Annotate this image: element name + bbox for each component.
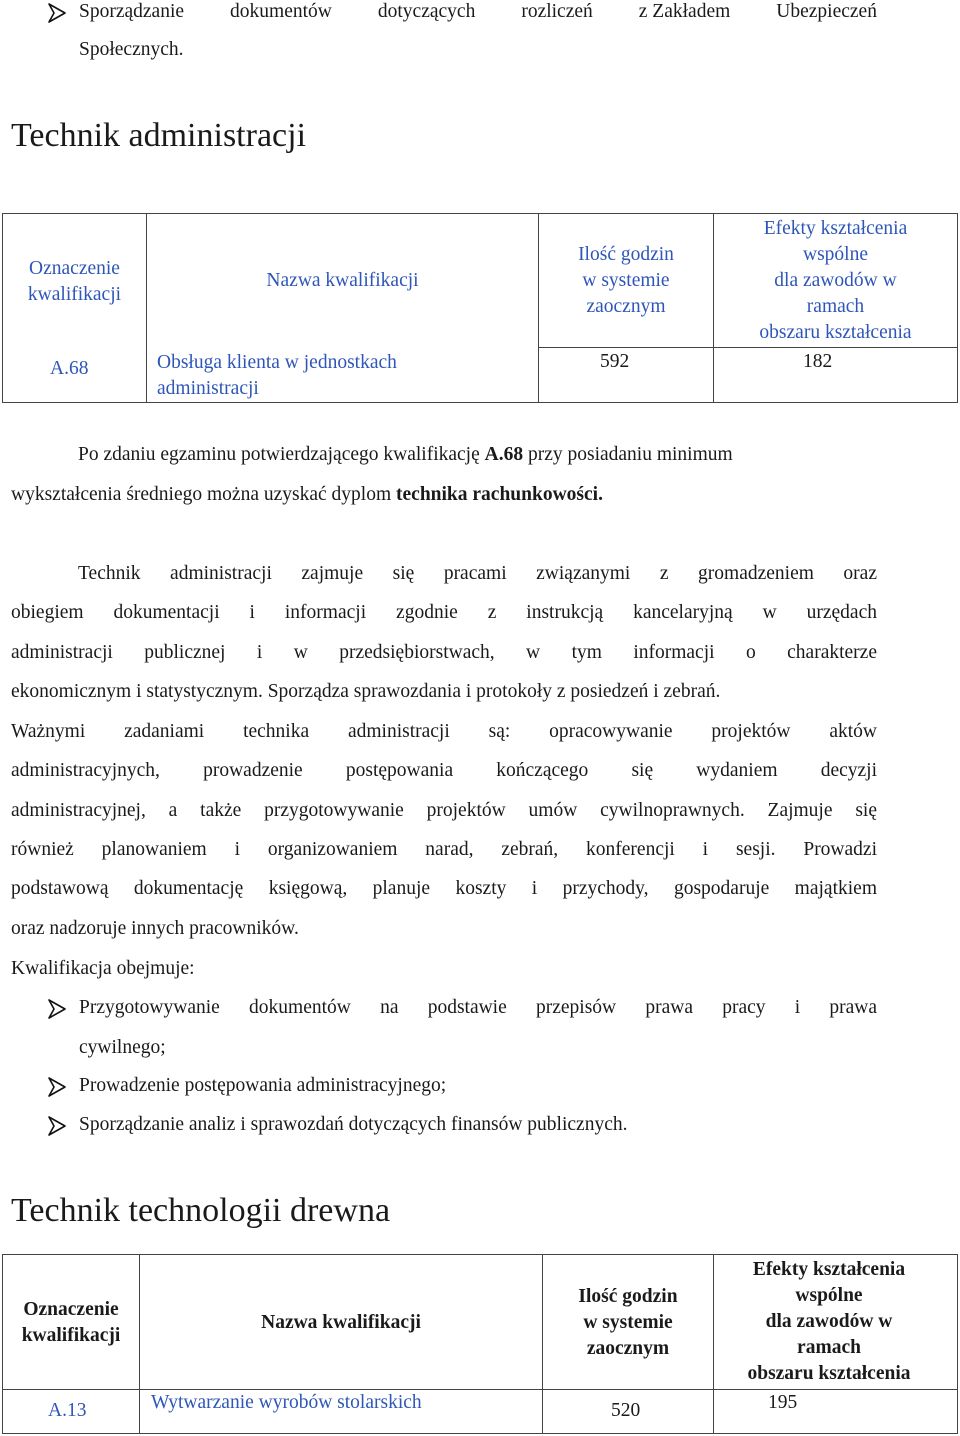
row-hours: 520 xyxy=(611,1400,641,1421)
note-text: przy posiadaniu minimum xyxy=(523,444,733,465)
bullet-3: Sporządzanie analiz i sprawozdań dotyczących finansów publicznych. xyxy=(79,1114,628,1135)
hours-header-line: w systemie xyxy=(583,1312,673,1333)
effects-header-line: obszaru kształcenia xyxy=(747,1363,911,1384)
paragraph-line: ekonomicznym i statystycznym. Sporządza sprawozdania i protokoły z posiedzeń i zebrań. xyxy=(11,681,721,702)
paragraph-line: administracyjnych, prowadzenie postępowania kończącego się wydaniem decyzji xyxy=(11,760,877,781)
arrow-bullet-icon xyxy=(46,2,68,24)
row-effects: 195 xyxy=(768,1392,798,1413)
scope-label: Kwalifikacja obejmuje: xyxy=(11,958,195,979)
code-header xyxy=(2,256,147,308)
note-bold-code: A.68 xyxy=(484,444,524,465)
code-header xyxy=(2,1297,140,1349)
top-bullet-line1 xyxy=(79,0,877,24)
word: Sporządzanie xyxy=(79,1,185,22)
arrow-bullet-icon xyxy=(46,998,68,1020)
note-bold-diploma: technika rachunkowości. xyxy=(396,484,603,505)
effects-header xyxy=(700,1257,958,1387)
note-line1 xyxy=(78,443,877,467)
effects-header-line: dla zawodów w xyxy=(774,270,897,291)
hours-header-line: w systemie xyxy=(582,270,670,291)
bullet-1-line2: cywilnego; xyxy=(79,1037,166,1058)
paragraph-line: podstawową dokumentację księgową, planuje koszty i przychody, gospodaruje majątkiem xyxy=(11,878,877,899)
paragraph-line: Technik administracji zajmuje się pracami związanymi z gromadzeniem oraz xyxy=(78,563,877,584)
hours-header-line: Ilość godzin xyxy=(578,1286,678,1307)
hours-header xyxy=(538,242,714,320)
arrow-bullet-icon xyxy=(46,1115,68,1137)
bullet-1-line1: Przygotowywanie dokumentów na podstawie przepisów prawa pracy i prawa xyxy=(79,997,877,1018)
effects-header-line: obszaru kształcenia xyxy=(759,322,912,343)
code-header-line: Oznaczenie xyxy=(29,258,120,279)
name-header: Nazwa kwalifikacji xyxy=(261,1312,421,1333)
note-text: wykształcenia średniego można uzyskać dyplom xyxy=(11,484,397,505)
code-header-line: Oznaczenie xyxy=(23,1299,119,1320)
bullet-2: Prowadzenie postępowania administracyjnego; xyxy=(79,1075,447,1096)
effects-header-line: Efekty kształcenia xyxy=(752,1259,906,1280)
effects-header-line: ramach xyxy=(797,1337,861,1358)
paragraph-line: obiegiem dokumentacji i informacji zgodnie z instrukcją kancelaryjną w urzędach xyxy=(11,602,877,623)
effects-header-line: dla zawodów w xyxy=(765,1311,893,1332)
paragraph-line: również planowaniem i organizowaniem narad, zebrań, konferencji i sesji. Prowadzi xyxy=(11,839,877,860)
row-divider xyxy=(2,1389,958,1390)
hours-header-line: zaocznym xyxy=(586,296,666,317)
top-bullet-line2: Społecznych. xyxy=(79,39,184,60)
code-header-line: kwalifikacji xyxy=(27,284,122,305)
paragraph-line: administracji publicznej i w przedsiębiorstwach, w tym informacji o charakterze xyxy=(11,642,877,663)
effects-header-line: wspólne xyxy=(803,244,868,265)
row-name-line: Obsługa klienta w jednostkach xyxy=(157,352,397,373)
paragraph-line: Ważnymi zadaniami technika administracji są: opracowywanie projektów aktów xyxy=(11,721,877,742)
row-name xyxy=(157,350,397,402)
row-hours: 592 xyxy=(600,351,630,372)
row-name: Wytwarzanie wyrobów stolarskich xyxy=(151,1392,422,1413)
effects-header xyxy=(713,216,958,346)
code-header-line: kwalifikacji xyxy=(21,1325,121,1346)
section-heading-wood-technology: Technik technologii drewna xyxy=(11,1192,391,1229)
row-effects: 182 xyxy=(803,351,833,372)
hours-header-line: zaocznym xyxy=(586,1338,670,1359)
note-text: Po zdaniu egzaminu potwierdzającego kwalifikację xyxy=(78,444,485,465)
word: z Zakładem xyxy=(638,1,731,22)
arrow-bullet-icon xyxy=(46,1076,68,1098)
effects-header-line: Efekty kształcenia xyxy=(763,218,908,239)
hours-header xyxy=(542,1284,714,1362)
row-code: A.68 xyxy=(50,358,89,379)
hours-header-line: Ilość godzin xyxy=(578,244,674,265)
effects-header-line: wspólne xyxy=(795,1285,863,1306)
word: rozliczeń xyxy=(521,1,593,22)
name-header: Nazwa kwalifikacji xyxy=(266,270,419,291)
effects-header-line: ramach xyxy=(806,296,865,317)
word: dokumentów xyxy=(230,1,332,22)
row-code: A.13 xyxy=(48,1400,87,1421)
word: dotyczących xyxy=(377,1,476,22)
section-heading-administration: Technik administracji xyxy=(11,117,307,154)
note-line2 xyxy=(11,483,603,507)
row-name-line: administracji xyxy=(157,378,259,399)
paragraph-line: oraz nadzoruje innych pracowników. xyxy=(11,918,299,939)
word: Ubezpieczeń xyxy=(776,1,877,22)
paragraph-line: administracyjnej, a także przygotowywanie projektów umów cywilnoprawnych. Zajmuje się xyxy=(11,800,877,821)
effects-value-divider xyxy=(713,347,714,403)
